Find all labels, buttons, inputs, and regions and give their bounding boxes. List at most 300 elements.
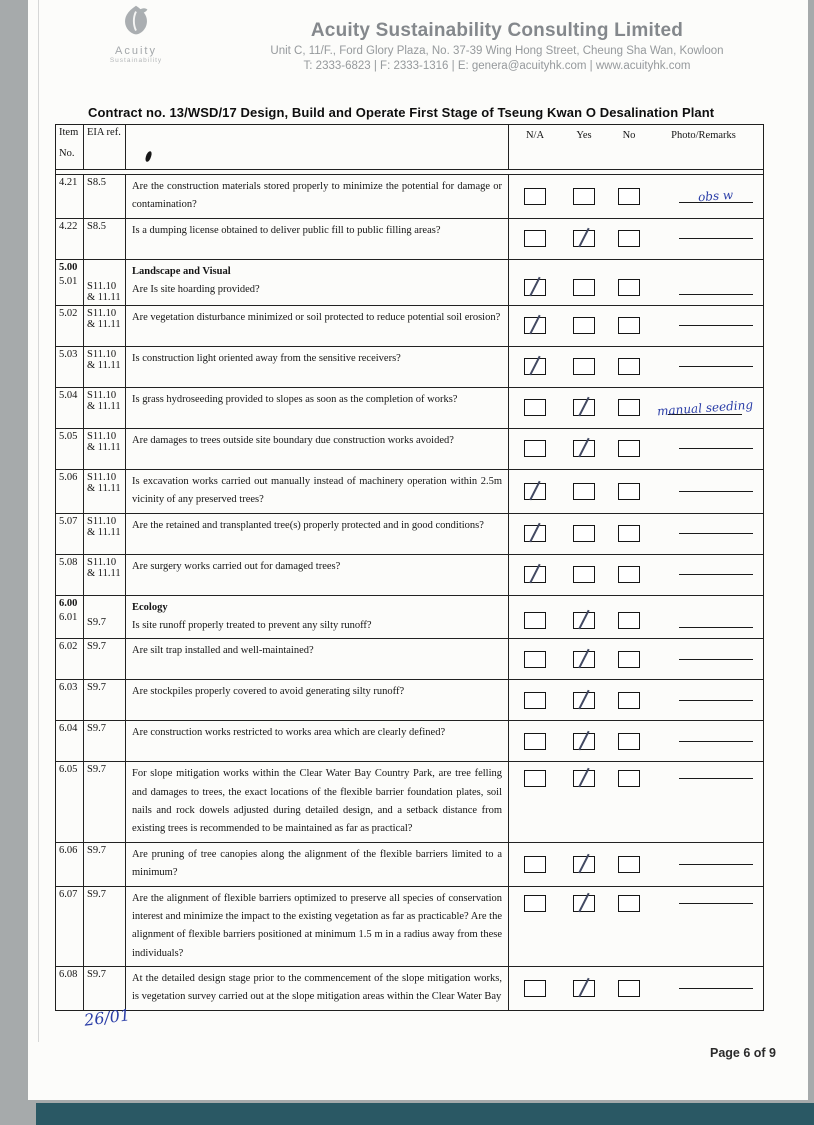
na-checkbox: [524, 525, 546, 542]
yes-checkbox-cell: [561, 388, 607, 428]
remarks-wrap: [679, 864, 753, 865]
item-no-cell: [56, 388, 84, 428]
yes-checkbox: [573, 440, 595, 457]
remarks-wrap: [679, 627, 753, 628]
na-checkbox: [524, 733, 546, 750]
question-cell: [126, 639, 509, 679]
eia-ref-cell: [84, 175, 126, 218]
remarks-cell: [651, 219, 763, 259]
table-header-row: [56, 125, 763, 170]
no-checkbox-cell: [607, 596, 651, 639]
ink-mark: [145, 151, 153, 163]
item-no: 6.07: [59, 888, 78, 900]
eia-ref-cell: [84, 306, 126, 346]
table-row: [56, 966, 763, 1010]
question-cell: [126, 347, 509, 387]
item-no-cell: [56, 596, 84, 639]
eia-ref: S11.10 & 11.11: [87, 307, 121, 330]
eia-ref-cell: [84, 219, 126, 259]
remarks-line: [679, 574, 753, 575]
eia-ref-cell: [84, 639, 126, 679]
question-text: Are Is site hoarding provided?: [132, 284, 260, 296]
remarks-cell: [651, 596, 763, 639]
leaf-logo-icon: [113, 2, 159, 42]
scanner-bottom-bar: [36, 1103, 814, 1125]
company-name: Acuity Sustainability Consulting Limited: [310, 20, 684, 41]
no-checkbox: [618, 651, 640, 668]
question-text: For slope mitigation works within the Clear Water Bay Country Park, are tree felling and damages to trees, the exact locations of the flexible barrier foundation plates, soil nails and rock dowels adjusted during detailed design, and a setback distance from existing trees is recommended to be maintained as far as practical?: [132, 768, 502, 835]
na-checkbox: [524, 399, 546, 416]
eia-ref: S11.10 & 11.11: [87, 280, 121, 303]
question-text: Is excavation works carried out manually instead of machinery operation within 2.5m vicinity of any preserved trees?: [132, 475, 502, 506]
header-item-line1: Item: [59, 127, 79, 138]
remarks-wrap: [679, 238, 753, 239]
yes-checkbox: [573, 692, 595, 709]
no-checkbox: [618, 566, 640, 583]
letterhead-text: [204, 20, 790, 72]
no-checkbox-cell: [607, 429, 651, 469]
eia-ref-cell: [84, 680, 126, 720]
question-text: Are construction works restricted to works area which are clearly defined?: [132, 727, 446, 739]
header-item-line2: No.: [59, 147, 75, 159]
question-cell: [126, 555, 509, 595]
na-checkbox: [524, 612, 546, 629]
na-checkbox-cell: [509, 555, 561, 595]
no-checkbox: [618, 980, 640, 997]
no-checkbox: [618, 399, 640, 416]
handwritten-date: 26/01: [83, 1005, 132, 1030]
yes-checkbox: [573, 566, 595, 583]
item-no: 6.06: [59, 844, 78, 856]
yes-checkbox-cell: [561, 762, 607, 842]
no-checkbox: [618, 483, 640, 500]
table-row: [56, 638, 763, 679]
table-row: [56, 886, 763, 967]
remarks-wrap: [679, 448, 753, 449]
yes-checkbox: [573, 651, 595, 668]
section-title: Ecology: [132, 601, 168, 613]
page-number: Page 6 of 9: [710, 1046, 776, 1060]
no-checkbox-cell: [607, 347, 651, 387]
na-checkbox: [524, 980, 546, 997]
item-no: 4.21: [59, 177, 78, 188]
eia-ref: S8.5: [87, 177, 106, 188]
item-no-cell: [56, 175, 84, 218]
na-checkbox-cell: [509, 470, 561, 513]
header-question-col: [126, 125, 509, 169]
header-eia-ref: [84, 125, 126, 169]
eia-ref-cell: [84, 555, 126, 595]
eia-ref-cell: [84, 721, 126, 761]
na-checkbox: [524, 692, 546, 709]
table-row: [56, 175, 763, 218]
eia-ref: S8.5: [87, 220, 106, 232]
question-cell: [126, 306, 509, 346]
item-no: 5.07: [59, 515, 78, 527]
na-checkbox: [524, 895, 546, 912]
remarks-wrap: [679, 294, 753, 295]
table-row: [56, 469, 763, 513]
section-title: Landscape and Visual: [132, 265, 231, 277]
item-no-cell: [56, 887, 84, 967]
eia-ref-cell: [84, 596, 126, 639]
remarks-wrap: [679, 741, 753, 742]
header-yes: Yes: [576, 130, 592, 141]
remarks-wrap: [679, 988, 753, 989]
no-checkbox-cell: [607, 219, 651, 259]
question-text: At the detailed design stage prior to the commencement of the slope mitigation works, is vegetation survey carried out at the slope mitigation areas within the Clear Water Bay: [132, 973, 502, 1003]
na-checkbox-cell: [509, 721, 561, 761]
no-checkbox-cell: [607, 680, 651, 720]
yes-checkbox: [573, 980, 595, 997]
question-cell: [126, 596, 509, 639]
na-checkbox: [524, 483, 546, 500]
item-no: 6.02: [59, 641, 78, 653]
table-row: [56, 554, 763, 595]
remarks-cell: [651, 555, 763, 595]
yes-checkbox-cell: [561, 175, 607, 218]
eia-ref-cell: [84, 429, 126, 469]
na-checkbox-cell: [509, 514, 561, 554]
yes-checkbox: [573, 188, 595, 205]
remarks-line: [679, 903, 753, 904]
na-checkbox-cell: [509, 429, 561, 469]
scanned-page: [28, 0, 808, 1100]
item-no: 5.01: [59, 275, 78, 287]
header-item-no: [56, 125, 84, 169]
no-checkbox: [618, 279, 640, 296]
remarks-line: [679, 366, 753, 367]
yes-checkbox-cell: [561, 260, 607, 305]
remarks-wrap: [679, 700, 753, 701]
item-no-cell: [56, 967, 84, 1010]
remarks-wrap: [679, 533, 753, 534]
item-no-cell: [56, 639, 84, 679]
remarks-line: [679, 491, 753, 492]
eia-ref-cell: [84, 470, 126, 513]
item-no: 6.05: [59, 764, 78, 776]
question-cell: [126, 887, 509, 967]
yes-checkbox: [573, 399, 595, 416]
question-text: Are damages to trees outside site boundary due construction works avoided?: [132, 434, 454, 446]
no-checkbox: [618, 692, 640, 709]
no-checkbox-cell: [607, 470, 651, 513]
no-checkbox-cell: [607, 388, 651, 428]
na-checkbox: [524, 358, 546, 375]
yes-checkbox-cell: [561, 514, 607, 554]
question-cell: [126, 175, 509, 218]
yes-checkbox-cell: [561, 470, 607, 513]
yes-checkbox: [573, 895, 595, 912]
eia-ref-cell: [84, 347, 126, 387]
remarks-cell: [651, 514, 763, 554]
na-checkbox-cell: [509, 260, 561, 305]
na-checkbox: [524, 440, 546, 457]
remarks-line: [679, 741, 753, 742]
remarks-wrap: [679, 574, 753, 575]
remarks-cell: [651, 887, 763, 967]
eia-ref: S9.7: [87, 616, 106, 628]
item-no: 6.04: [59, 723, 78, 735]
eia-ref: S11.10 & 11.11: [87, 430, 121, 453]
question-cell: [126, 843, 509, 886]
remarks-line: [679, 778, 753, 779]
item-no: 5.04: [59, 389, 78, 401]
eia-ref: S9.7: [87, 641, 106, 653]
remarks-wrap: [679, 491, 753, 492]
section-item-no: 6.00: [59, 597, 78, 609]
no-checkbox: [618, 856, 640, 873]
no-checkbox: [618, 895, 640, 912]
logo-subtitle: Sustainability: [109, 57, 163, 64]
eia-ref-cell: [84, 967, 126, 1010]
item-no: 6.03: [59, 682, 78, 694]
eia-ref-cell: [84, 762, 126, 842]
letterhead: [28, 0, 808, 96]
remarks-line: [679, 700, 753, 701]
no-checkbox: [618, 440, 640, 457]
table-row: [56, 761, 763, 842]
eia-ref-cell: [84, 260, 126, 305]
remarks-wrap: [656, 397, 754, 419]
question-text: Are the construction materials stored properly to minimize the potential for damage or contamination?: [132, 181, 502, 211]
no-checkbox: [618, 317, 640, 334]
yes-checkbox-cell: [561, 721, 607, 761]
item-no-cell: [56, 219, 84, 259]
remarks-cell: [651, 470, 763, 513]
question-text: Are the retained and transplanted tree(s) properly protected and in good conditions?: [132, 519, 484, 531]
item-no-cell: [56, 347, 84, 387]
handwritten-remark: obs w: [697, 188, 735, 205]
item-no-cell: [56, 470, 84, 513]
na-checkbox: [524, 230, 546, 247]
question-text: Are vegetation disturbance minimized or soil protected to reduce potential soil erosion?: [132, 311, 501, 323]
page-fold-line: [38, 0, 39, 1042]
no-checkbox: [618, 358, 640, 375]
yes-checkbox-cell: [561, 967, 607, 1010]
na-checkbox-cell: [509, 967, 561, 1010]
question-cell: [126, 388, 509, 428]
eia-ref: S9.7: [87, 844, 106, 856]
na-checkbox: [524, 188, 546, 205]
table-row: [56, 387, 763, 428]
remarks-line: [679, 294, 753, 295]
yes-checkbox: [573, 612, 595, 629]
item-no-cell: [56, 680, 84, 720]
eia-ref: S9.7: [87, 682, 106, 694]
eia-ref: S9.7: [87, 764, 106, 776]
eia-ref: S9.7: [87, 723, 106, 735]
yes-checkbox-cell: [561, 347, 607, 387]
remarks-cell: [651, 721, 763, 761]
remarks-cell: [651, 388, 763, 428]
remarks-line: [679, 325, 753, 326]
remarks-cell: [651, 639, 763, 679]
logo-name: Acuity: [115, 45, 157, 57]
no-checkbox-cell: [607, 887, 651, 967]
item-no-cell: [56, 555, 84, 595]
yes-checkbox-cell: [561, 219, 607, 259]
eia-ref-cell: [84, 514, 126, 554]
eia-ref: S11.10 & 11.11: [87, 389, 121, 412]
question-cell: [126, 260, 509, 305]
eia-ref: S11.10 & 11.11: [87, 515, 121, 538]
yes-checkbox-cell: [561, 596, 607, 639]
item-no-cell: [56, 721, 84, 761]
yes-checkbox-cell: [561, 887, 607, 967]
eia-ref-cell: [84, 887, 126, 967]
no-checkbox: [618, 188, 640, 205]
na-checkbox-cell: [509, 843, 561, 886]
remarks-wrap: [679, 903, 753, 904]
item-no-cell: [56, 843, 84, 886]
contract-title: Contract no. 13/WSD/17 Design, Build and Operate First Stage of Tseung Kwan O Desalination Plant: [88, 105, 715, 120]
remarks-line: [679, 627, 753, 628]
header-remarks: Photo/Remarks: [671, 130, 736, 141]
eia-ref-cell: [84, 388, 126, 428]
remarks-cell: [651, 175, 763, 218]
no-checkbox-cell: [607, 967, 651, 1010]
question-text: Are surgery works carried out for damaged trees?: [132, 560, 341, 572]
item-no-cell: [56, 762, 84, 842]
yes-checkbox-cell: [561, 680, 607, 720]
no-checkbox-cell: [607, 175, 651, 218]
item-no: 5.06: [59, 471, 78, 483]
header-eia-label: EIA ref.: [87, 127, 121, 138]
question-text: Is site runoff properly treated to prevent any silty runoff?: [132, 619, 372, 631]
question-text: Are the alignment of flexible barriers optimized to preserve all species of conservation interest and minimize the impact to the existing vegetation as far as practicable? Are the alignment of flexible barriers positioned at minimum 1.5 m in a radius away from these individuals?: [132, 892, 502, 959]
table-row: [56, 346, 763, 387]
item-no: 5.05: [59, 430, 78, 442]
remarks-cell: [651, 967, 763, 1010]
table-row: [56, 679, 763, 720]
na-checkbox-cell: [509, 596, 561, 639]
yes-checkbox-cell: [561, 429, 607, 469]
remarks-line: [679, 448, 753, 449]
na-checkbox-cell: [509, 388, 561, 428]
remarks-line: [679, 988, 753, 989]
question-cell: [126, 470, 509, 513]
table-body: [56, 174, 763, 1010]
na-checkbox: [524, 566, 546, 583]
remarks-line: [679, 238, 753, 239]
question-cell: [126, 514, 509, 554]
eia-ref: S9.7: [87, 888, 106, 900]
na-checkbox: [524, 856, 546, 873]
item-no: 5.02: [59, 307, 78, 319]
no-checkbox-cell: [607, 306, 651, 346]
remarks-line: [679, 864, 753, 865]
no-checkbox: [618, 230, 640, 247]
remarks-cell: [651, 347, 763, 387]
eia-ref: S9.7: [87, 969, 106, 980]
question-cell: [126, 721, 509, 761]
yes-checkbox: [573, 358, 595, 375]
yes-checkbox-cell: [561, 639, 607, 679]
item-no: 6.01: [59, 611, 78, 623]
no-checkbox-cell: [607, 555, 651, 595]
yes-checkbox: [573, 230, 595, 247]
table-row: [56, 595, 763, 639]
na-checkbox-cell: [509, 680, 561, 720]
remarks-cell: [651, 306, 763, 346]
no-checkbox-cell: [607, 721, 651, 761]
na-checkbox-cell: [509, 762, 561, 842]
no-checkbox-cell: [607, 762, 651, 842]
table-row: [56, 218, 763, 259]
question-text: Is grass hydroseeding provided to slopes as soon as the completion of works?: [132, 393, 458, 405]
item-no: 6.08: [59, 969, 78, 980]
table-row: [56, 842, 763, 886]
remarks-cell: [651, 762, 763, 842]
item-no: 4.22: [59, 220, 78, 232]
remarks-wrap: [679, 325, 753, 326]
no-checkbox: [618, 770, 640, 787]
question-text: Are silt trap installed and well-maintained?: [132, 645, 314, 657]
remarks-wrap: [679, 778, 753, 779]
header-na: N/A: [525, 130, 545, 141]
na-checkbox: [524, 317, 546, 334]
checklist-table: [55, 124, 764, 1011]
table-row: [56, 428, 763, 469]
remarks-line: [679, 659, 753, 660]
remarks-wrap: [679, 189, 753, 203]
na-checkbox: [524, 770, 546, 787]
na-checkbox-cell: [509, 306, 561, 346]
no-checkbox: [618, 733, 640, 750]
no-checkbox-cell: [607, 260, 651, 305]
question-cell: [126, 762, 509, 842]
table-row: [56, 513, 763, 554]
na-checkbox: [524, 651, 546, 668]
na-checkbox: [524, 279, 546, 296]
question-text: Is a dumping license obtained to deliver public fill to public filling areas?: [132, 224, 441, 236]
no-checkbox: [618, 525, 640, 542]
item-no-cell: [56, 514, 84, 554]
remarks-cell: [651, 680, 763, 720]
company-address: Unit C, 11/F., Ford Glory Plaza, No. 37-39 Wing Hong Street, Cheung Sha Wan, Kowloon: [270, 45, 724, 57]
no-checkbox: [618, 612, 640, 629]
item-no: 5.03: [59, 348, 78, 360]
na-checkbox-cell: [509, 219, 561, 259]
na-checkbox-cell: [509, 639, 561, 679]
item-no: 5.08: [59, 556, 78, 568]
remarks-wrap: [679, 366, 753, 367]
eia-ref: S11.10 & 11.11: [87, 348, 121, 371]
question-cell: [126, 680, 509, 720]
question-text: Is construction light oriented away from the sensitive receivers?: [132, 352, 401, 364]
question-cell: [126, 967, 509, 1010]
no-checkbox-cell: [607, 514, 651, 554]
yes-checkbox: [573, 279, 595, 296]
question-text: Are pruning of tree canopies along the alignment of the flexible barriers limited to a minimum?: [132, 848, 502, 879]
remarks-cell: [651, 429, 763, 469]
item-no-cell: [56, 306, 84, 346]
eia-ref: S11.10 & 11.11: [87, 556, 121, 579]
remarks-line: [679, 533, 753, 534]
yes-checkbox: [573, 317, 595, 334]
table-row: [56, 305, 763, 346]
yes-checkbox: [573, 770, 595, 787]
item-no-cell: [56, 429, 84, 469]
handwritten-remark: manual seeding: [656, 397, 754, 419]
table-row: [56, 259, 763, 305]
na-checkbox-cell: [509, 347, 561, 387]
yes-checkbox: [573, 525, 595, 542]
yes-checkbox-cell: [561, 555, 607, 595]
yes-checkbox-cell: [561, 306, 607, 346]
na-checkbox-cell: [509, 887, 561, 967]
